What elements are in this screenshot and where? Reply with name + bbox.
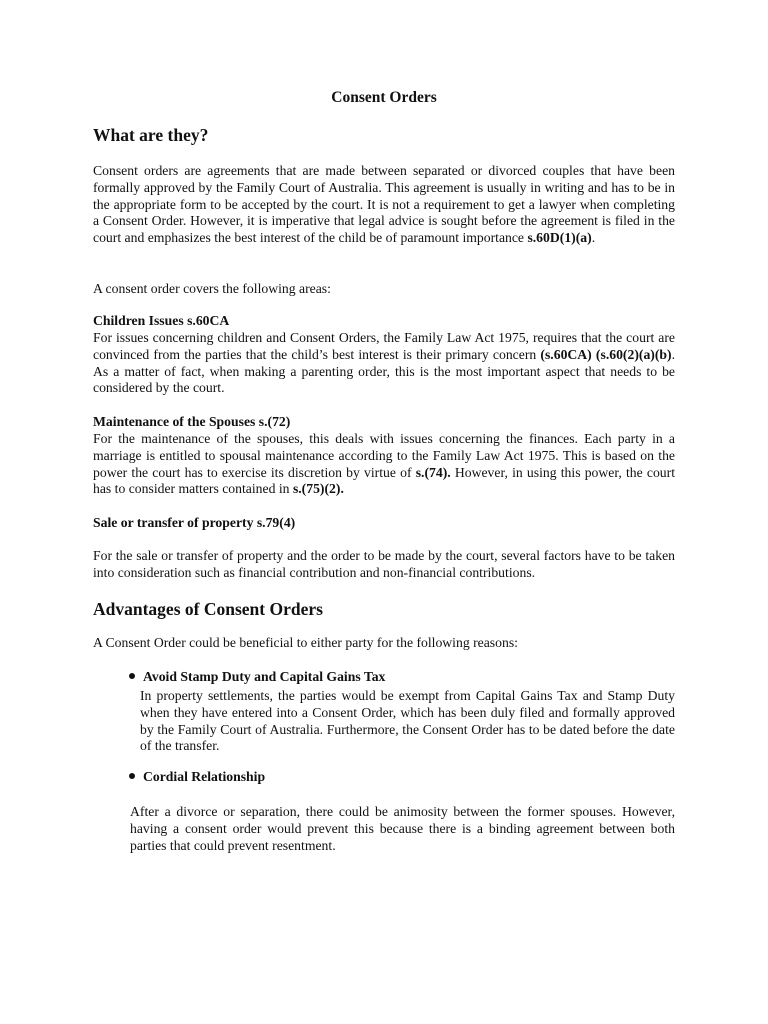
maintenance-paragraph [93, 431, 675, 498]
maintenance-reference-75: s.(75)(2). [292, 481, 344, 497]
covers-paragraph: A consent order covers the following areas: [93, 281, 331, 296]
property-heading: Sale or transfer of property s.79(4) [93, 515, 296, 530]
maintenance-heading: Maintenance of the Spouses s.(72) [93, 414, 291, 429]
bullet-stamp-duty-heading: Avoid Stamp Duty and Capital Gains Tax [143, 669, 386, 684]
bullet-dot-icon [129, 773, 135, 779]
intro-paragraph [93, 163, 675, 247]
maintenance-text-a: For the maintenance of the spouses, this deals with issues concerning the finances. Each party in a marriage is entitled to spousal maintenance according to the Family Law Act 1975. This is based on the power the court has to exercise its discretion by virtue of [93, 431, 675, 480]
section-heading-what-are-they: What are they? [93, 125, 209, 145]
children-issues-heading: Children Issues s.60CA [93, 313, 230, 328]
section-heading-advantages: Advantages of Consent Orders [93, 599, 323, 619]
intro-tail: . [591, 230, 596, 246]
advantages-intro-paragraph: A Consent Order could be beneficial to either party for the following reasons: [93, 635, 518, 650]
bullet-stamp-duty [129, 669, 385, 685]
children-text-a: For issues concerning children and Consent Orders, the Family Law Act 1975, requires that the court are convinced from the parties that the child’s best interest is their primary concern [93, 330, 675, 362]
intro-text: Consent orders are agreements that are made between separated or divorced couples that have been formally approved by the Family Court of Australia. This agreement is usually in writing and has to be in the appropriate form to be accepted by the court. It is not a requirement to get a lawyer when completing a Consent Order. However, it is imperative that legal advice is sought before the agreement is filed in the court and emphasizes the best interest of the child be of paramount importance [93, 163, 675, 246]
children-text-b: . As a matter of fact, when making a parenting order, this is the most important aspect that needs to be considered by the court. [93, 346, 675, 396]
children-issues-paragraph [93, 330, 675, 397]
document-title: Consent Orders [331, 89, 437, 106]
bullet-dot-icon [129, 673, 135, 679]
property-paragraph: For the sale or transfer of property and the order to be made by the court, several factors have to be taken into consideration such as financial contribution and non-financial contributions. [93, 548, 675, 580]
maintenance-reference-74: s.(74). [415, 464, 451, 480]
children-reference: (s.60CA) (s.60(2)(a)(b) [540, 346, 672, 362]
bullet-stamp-duty-text: In property settlements, the parties would be exempt from Capital Gains Tax and Stamp Duty when they have entered into a Consent Order, which has been duly filed and formally approved by the Family Court of Australia. Furthermore, the Consent Order has to be dated before the date of the transfer. [140, 688, 675, 754]
bullet-cordial-text: After a divorce or separation, there could be animosity between the former spouses. However, having a consent order would prevent this because there is a binding agreement between both parties that could prevent resentment. [130, 804, 675, 853]
bullet-cordial-heading: Cordial Relationship [143, 769, 266, 784]
bullet-cordial-relationship [129, 769, 265, 785]
maintenance-text-b: However, in using this power, the court has to consider matters contained in [93, 464, 676, 497]
intro-reference: s.60D(1)(a) [527, 230, 592, 246]
